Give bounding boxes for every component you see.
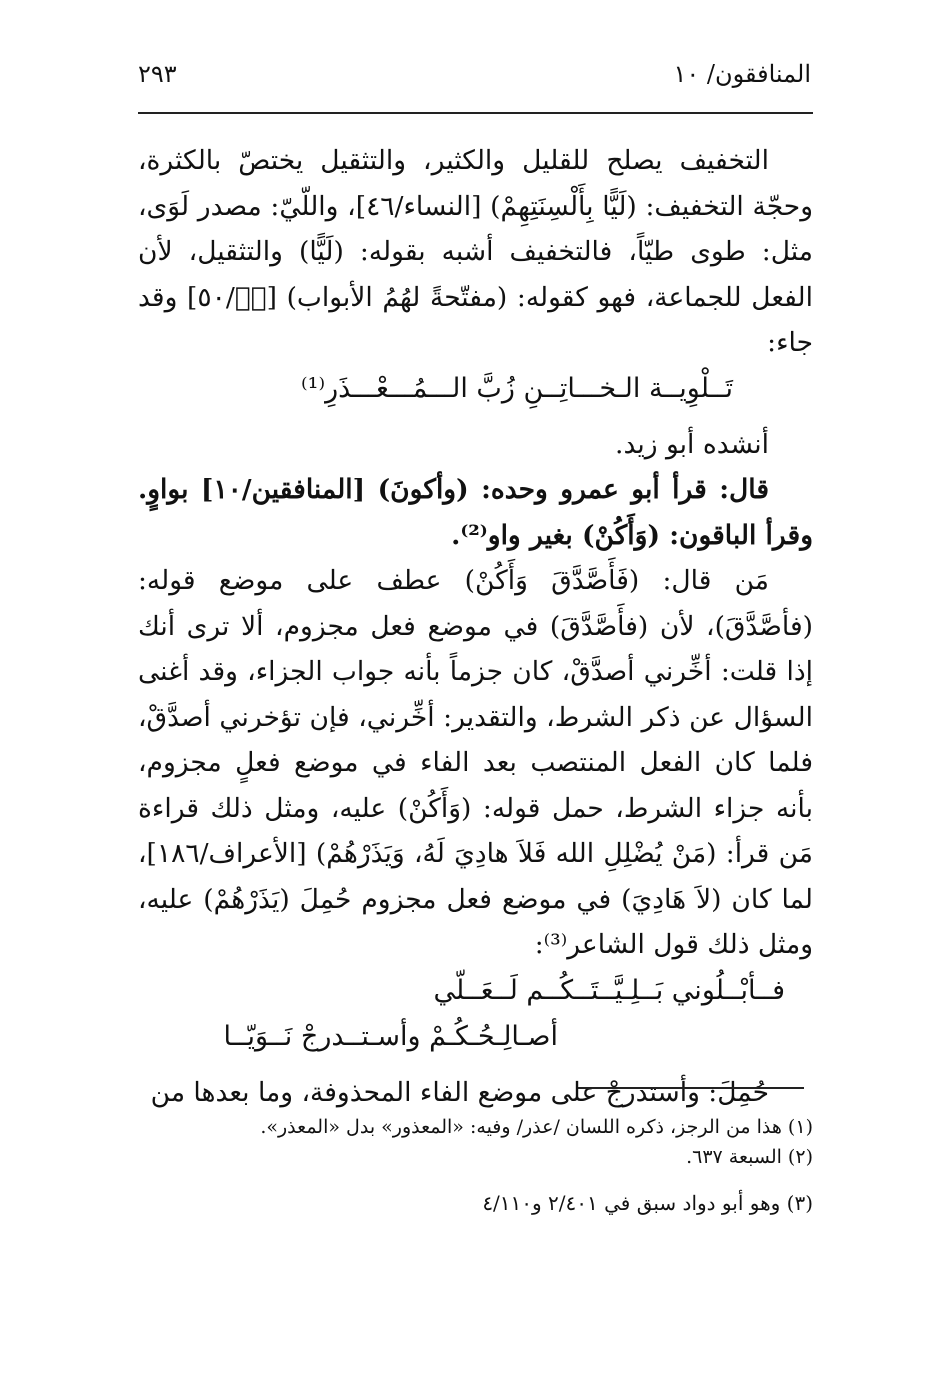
verse-line: أصـالِـحُـكُـمْ وأسـتــدرجْ نَــوَيّــا bbox=[223, 1020, 558, 1052]
paragraph-3: قال: قرأ أبو عمرو وحده: (وأكونَ) [المنافقين/١٠] بواوٍ. وقرأ الباقون: (وَأَكُنْ) بغير واو⁽²⁾. bbox=[138, 474, 813, 551]
paragraph-1: التخفيف يصلح للقليل والكثير، والتثقيل يختصّ بالكثرة، وحجّة التخفيف: (لَيًّا بِأَلْسِنَتِهِمْ) [النساء/٤٦]، واللّيّ: مصدر لَوَى، مثل: طوى طيّاً، فالتخفيف أشبه بقوله: (لَيًّا) والتثقيل، لأن الفعل للجماعة، فهو كقوله: (مفتّحةً لهُمُ الأبواب) [صۤ/٥٠] وقد جاء: bbox=[138, 145, 813, 358]
paragraph-5: حُمِلَ: وأستدرجْ على موضع الفاء المحذوفة، وما بعدها من bbox=[150, 1076, 769, 1108]
page-header bbox=[138, 60, 811, 94]
verse-line: فــأبْــلُوني بَــلِـيَّــتَــكُــم لَــعَــلّي bbox=[433, 974, 785, 1006]
page-body bbox=[138, 138, 813, 1115]
footnote-2: (٢) السبعة ٦٣٧. bbox=[686, 1146, 813, 1168]
header-rule bbox=[138, 112, 813, 114]
page-number: ٢٩٣ bbox=[138, 60, 177, 88]
verse-line: تَــلْوِيــة الـخـــاتِــنِ زُبَّ الـــمُـــعْـــذَرِ⁽¹⁾ bbox=[300, 372, 733, 404]
running-title: المنافقون/ ١٠ bbox=[673, 60, 811, 88]
paragraph-4: مَن قال: (فَأَصَّدَّقَ وَأَكُنْ) عطف على موضع قوله: (فأصَّدَّقَ)، لأن (فأَصَّدَّقَ) في موضع فعل مجزوم، ألا ترى أنك إذا قلت: أخِّرني أصدَّقْ، كان جزماً بأنه جواب الجزاء، وقد أغنى السؤال عن ذكر الشرط، والتقدير: أخِّرني، فإن تؤخرني أصدَّقْ، فلما كان الفعل المنتصب بعد الفاء في موضع فعلٍ مجزوم، بأنه جزاء الشرط، حمل قوله: (وَأَكُنْ) عليه، ومثل ذلك قراءة مَن قرأ: (مَنْ يُضْلِلِ الله فَلاَ هادِيَ لَهُ، وَيَذَرْهُمْ) [الأعراف/١٨٦]، لما كان (لاَ هَادِيَ) في موضع فعل مجزوم حُمِلَ (يَذَرْهُمْ) عليه، ومثل ذلك قول الشاعر⁽³⁾: bbox=[138, 565, 813, 960]
footnote-3: (٣) وهو أبو دواد سبق في ٢/٤٠١ و٤/١١٠ bbox=[482, 1191, 813, 1215]
paragraph-2: أنشده أبو زيد. bbox=[615, 428, 769, 460]
footnote-rule bbox=[578, 1087, 804, 1089]
footnotes bbox=[138, 1112, 813, 1218]
footnote-1: (١) هذا من الرجز، ذكره اللسان /عذر/ وفيه: «المعذور» بدل «المعذر». bbox=[260, 1116, 813, 1138]
